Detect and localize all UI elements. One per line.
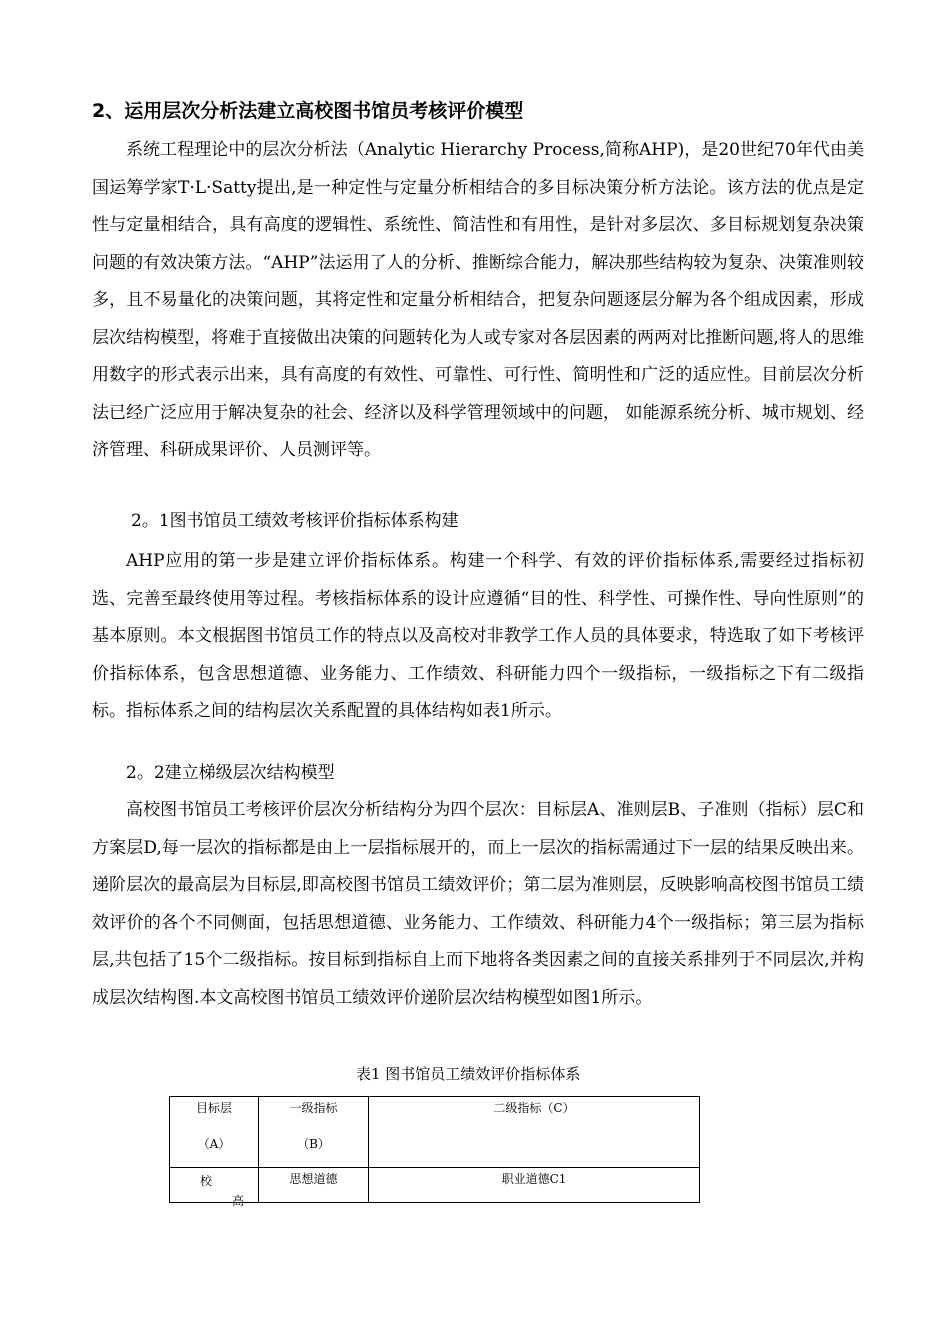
table-header-row <box>170 1097 700 1168</box>
cell-level2: 职业道德C1 <box>369 1168 700 1203</box>
goal-char-1: 校 <box>200 1174 213 1188</box>
header-goal-layer: 目标层 （A） <box>170 1097 259 1168</box>
cell-level1: 思想道德 <box>259 1168 369 1203</box>
paragraph-ahp-intro: 系统工程理论中的层次分析法（Analytic Hierarchy Process,简称AHP)，是20世纪70年代由美国运筹学家T·L·Satty提出,是一种定性与定量分析相结合的多目标决策分析方法论。该方法的优点是定性与定量相结合，具有高度的逻辑性、系统性、简洁性和有用性，是针对多层次、多目标规划复杂决策问题的有效决策方法。“AHP”法运用了人的分析、推断综合能力，解决那些结构较为复杂、决策准则较多，且不易量化的决策问题，其将定性和定量分析相结合，把复杂问题逐层分解为各个组成因素，形成层次结构模型，将难于直接做出决策的问题转化为人或专家对各层因素的两两对比推断问题,将人的思维用数字的形式表示出来，具有高度的有效性、可靠性、可行性、简明性和广泛的适应性。目前层次分析法已经广泛应用于解决复杂的社会、经济以及科学管理领域中的问题， 如能源系统分析、城市规划、经济管理、科研成果评价、人员测评等。 <box>92 140 864 460</box>
header-level1: 一级指标 （B） <box>259 1097 369 1168</box>
table-caption: 表1 图书馆员工绩效评价指标体系 <box>356 1065 581 1083</box>
header-level2: 二级指标（C） <box>369 1097 700 1168</box>
paragraph-index-system: AHP应用的第一步是建立评价指标体系。构建一个科学、有效的评价指标体系,需要经过指标初选、完善至最终使用等过程。考核指标体系的设计应遵循“目的性、科学性、可操作性、导向性原则”的基本原则。本文根据图书馆员工作的特点以及高校对非教学工作人员的具体要求，特选取了如下考核评价指标体系，包含思想道德、业务能力、工作绩效、科研能力四个一级指标，一级指标之下有二级指标。指标体系之间的结构层次关系配置的具体结构如表1所示。 <box>92 551 864 721</box>
index-table <box>169 1096 700 1208</box>
subheading-2-2: 2。2建立梯级层次结构模型 <box>126 763 335 783</box>
goal-char-2: 高 <box>232 1194 245 1208</box>
paragraph-hierarchy-model: 高校图书馆员工考核评价层次分析结构分为四个层次：目标层A、准则层B、子准则（指标）层C和方案层D,每一层次的指标都是由上一层指标展开的，而上一层次的指标需通过下一层的结果反映出来。递阶层次的最高层为目标层,即高校图书馆员工绩效评价；第二层为准则层，反映影响高校图书馆员工绩效评价的各个不同侧面，包括思想道德、业务能力、工作绩效、科研能力4个一级指标；第三层为指标层,共包括了15个二级指标。按目标到指标自上而下地将各类因素之间的直接关系排列于不同层次,并构成层次结构图.本文高校图书馆员工绩效评价递阶层次结构模型如图1所示。 <box>92 800 864 1008</box>
cell-goal <box>170 1168 259 1208</box>
table-row <box>170 1168 700 1203</box>
subheading-2-1: 2。1图书馆员工绩效考核评价指标体系构建 <box>131 511 459 531</box>
section-heading: 2、运用层次分析法建立高校图书馆员考核评价模型 <box>92 100 524 122</box>
